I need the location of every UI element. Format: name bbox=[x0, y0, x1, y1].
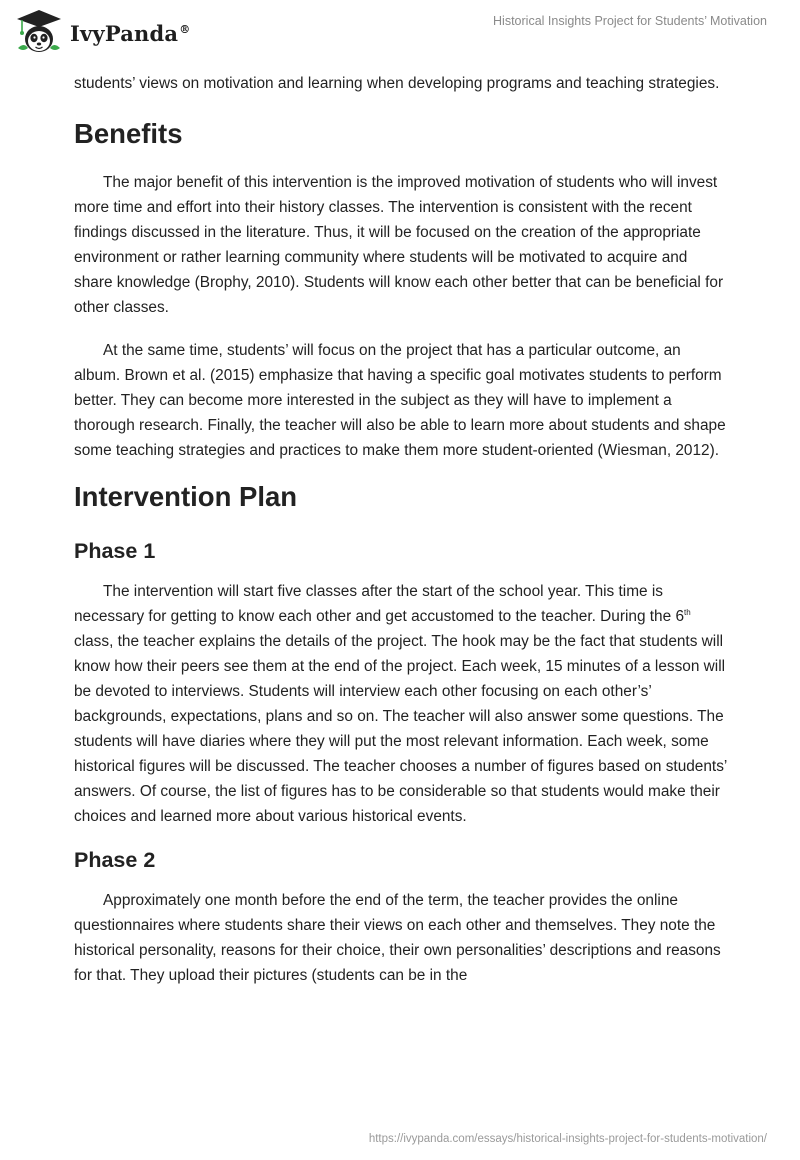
essay-body bbox=[74, 71, 728, 988]
phase-1-text-a: The intervention will start five classes after the start of the school year. This time is necessary for getting to know each other and get accustomed to the teacher. During the 6 bbox=[74, 583, 685, 625]
phase-1-text-b: class, the teacher explains the details of the project. The hook may be the fact that students will know how their peers see them at the end of the project. Each week, 15 minutes of a lesson will be devoted to interviews. Students will interview each other focusing on each other’s’ backgrounds, expectations, plans and so on. The teacher will also answer some questions. The students will have diaries where they will put the most relevant information. Each week, some historical figures will be discussed. The teacher chooses a number of figures based on students’ answers. Of course, the list of figures has to be considerable so that students would make their choices and learned more about various historical events. bbox=[74, 633, 727, 825]
benefits-paragraph-1: The major benefit of this intervention is the improved motivation of students who will invest more time and effort into their history classes. The intervention is consistent with the recent findings discussed in the literature. Thus, it will be focused on the creation of the appropriate environment or rather learning community where students will be motivated to acquire and share knowledge (Brophy, 2010). Students will know each other better that can be beneficial for other classes. bbox=[74, 174, 724, 316]
phase-2-heading: Phase 2 bbox=[74, 848, 156, 872]
ordinal-suffix: th bbox=[684, 608, 691, 617]
registered-mark: ® bbox=[179, 23, 191, 36]
document-title: Historical Insights Project for Students’ Motivation bbox=[493, 14, 767, 28]
phase-1-heading: Phase 1 bbox=[74, 539, 156, 563]
phase-2-paragraph: Approximately one month before the end of the term, the teacher provides the online questionnaires where students share their views on each other and themselves. They note the historical personality, reasons for their choice, their own personalities’ descriptions and reasons for that. They upload their pictures (students can be in the bbox=[74, 892, 721, 984]
benefits-heading: Benefits bbox=[74, 118, 183, 149]
intervention-plan-heading: Intervention Plan bbox=[74, 481, 298, 512]
benefits-paragraph-2: At the same time, students’ will focus on the project that has a particular outcome, an album. Brown et al. (2015) emphasize that having a specific goal motivates students to perform better. They can become more interested in the subject as they will have to implement a thorough research. Finally, the teacher will also be able to learn more about students and shape some teaching strategies and practices to make them more student-oriented (Wiesman, 2012). bbox=[74, 342, 726, 459]
brand-name: IvyPanda® bbox=[70, 21, 191, 46]
page-header bbox=[0, 0, 800, 64]
source-url[interactable]: https://ivypanda.com/essays/historical-insights-project-for-students-motivation/ bbox=[368, 1133, 767, 1145]
phase-1-paragraph bbox=[74, 579, 728, 829]
brand-logo[interactable] bbox=[14, 8, 190, 56]
panda-graduate-icon bbox=[14, 8, 64, 56]
intro-paragraph: students’ views on motivation and learning when developing programs and teaching strategies. bbox=[74, 75, 720, 92]
